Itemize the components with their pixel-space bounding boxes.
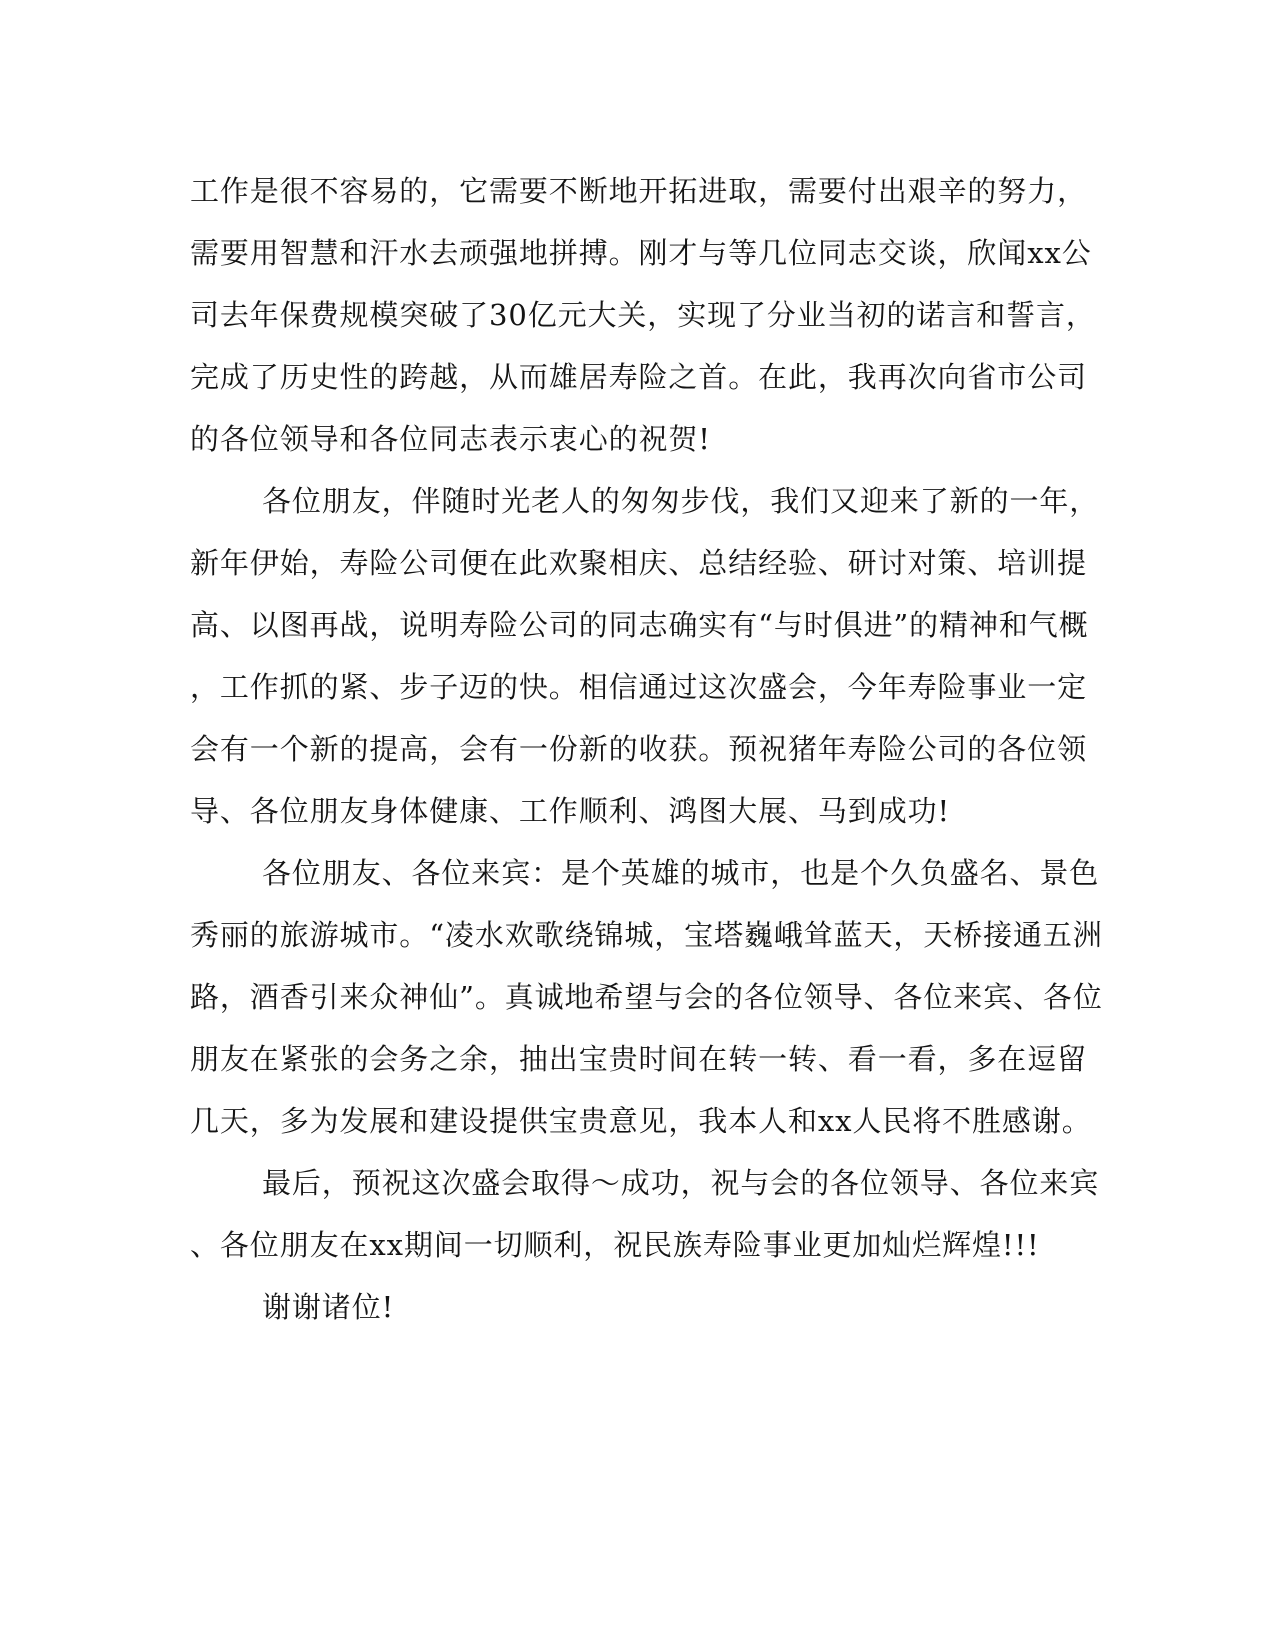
paragraph-first-line: 各位朋友、各位来宾：是个英雄的城市，也是个久负盛名、景色: [262, 856, 1100, 890]
text-line: 工作是很不容易的，它需要不断地开拓进取，需要付出艰辛的努力，: [190, 174, 1088, 208]
text-line: 路，酒香引来众神仙”。真诚地希望与会的各位领导、各位来宾、各位: [190, 980, 1103, 1014]
text-line: 朋友在紧张的会务之余，抽出宝贵时间在转一转、看一看，多在逗留: [190, 1042, 1088, 1076]
paragraph-first-line: 各位朋友，伴随时光老人的匆匆步伐，我们又迎来了新的一年，: [262, 484, 1100, 518]
text-line: 司去年保费规模突破了30亿元大关，实现了分业当初的诺言和誓言，: [190, 298, 1096, 332]
text-line: 、各位朋友在xx期间一切顺利，祝民族寿险事业更加灿烂辉煌!!!: [190, 1228, 1040, 1262]
text-line: ，工作抓的紧、步子迈的快。相信通过这次盛会，今年寿险事业一定: [190, 670, 1088, 704]
paragraph-first-line: 最后，预祝这次盛会取得～成功，祝与会的各位领导、各位来宾: [262, 1166, 1100, 1200]
text-line: 几天，多为发展和建设提供宝贵意见，我本人和xx人民将不胜感谢。: [190, 1104, 1092, 1138]
closing-line: 谢谢诸位!: [262, 1290, 395, 1324]
text-line: 的各位领导和各位同志表示衷心的祝贺!: [190, 422, 711, 456]
document-body: [190, 160, 1103, 1338]
text-line: 秀丽的旅游城市。“凌水欢歌绕锦城，宝塔巍峨耸蓝天，天桥接通五洲: [190, 918, 1103, 952]
text-line: 需要用智慧和汗水去顽强地拼搏。刚才与等几位同志交谈，欣闻xx公: [190, 236, 1092, 270]
text-line: 新年伊始，寿险公司便在此欢聚相庆、总结经验、研讨对策、培训提: [190, 546, 1088, 580]
text-line: 高、以图再战，说明寿险公司的同志确实有“与时俱进”的精神和气概: [190, 608, 1089, 642]
text-line: 完成了历史性的跨越，从而雄居寿险之首。在此，我再次向省市公司: [190, 360, 1088, 394]
text-line: 会有一个新的提高，会有一份新的收获。预祝猪年寿险公司的各位领: [190, 732, 1088, 766]
text-line: 导、各位朋友身体健康、工作顺利、鸿图大展、马到成功!: [190, 794, 951, 828]
